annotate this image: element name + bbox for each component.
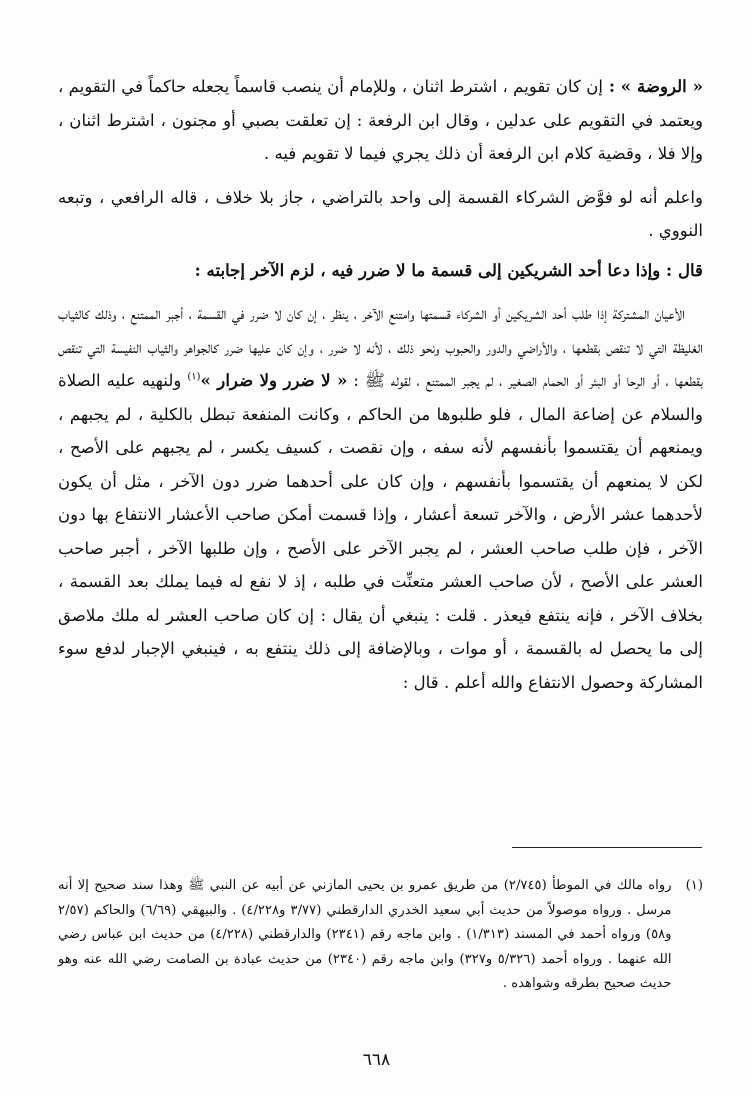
footnote (58, 874, 703, 997)
footnote-divider (512, 847, 702, 848)
footnote-number: (١) (685, 878, 703, 893)
matn-prefix: قال : (660, 259, 703, 280)
paragraph-rawda (58, 70, 703, 171)
paragraph-commentary (58, 297, 703, 699)
footnote-marker[interactable]: (١) (187, 371, 201, 383)
commentary-part-1: الأعيان المشتركة إذا طلب أحد الشريكين أو الشركاء قسمتها وامتنع الآخر ، ينظر ، إن كان لا ضرر في القسمة ، أجبر الممتنع ، وذلك كالثياب الغليظة التي لا تنقص بقطعها ، والأراضي والدور والحبوب ونحو ذلك ، لأنه لا ضرر ، وإن كان عليها ضرر كالجواهر والثياب النفيسة التي تنقص بقطعها ، أو الرحا أو البئر أو الحمام الصغير ، لم يجبر الممتنع ، لقوله ﷺ : (58, 304, 703, 390)
matn-text: وإذا دعا أحد الشريكين إلى قسمة ما لا ضرر فيه ، لزم الآخر إجابته : (194, 259, 661, 280)
main-text (58, 70, 703, 699)
commentary-part-2: ولنهيه عليه الصلاة والسلام عن إضاعة المال ، فلو طلبوها من الحاكم ، وكانت المنفعة تبطل بالكلية ، لم يجبهم ، ويمنعهم أن يقتسموا بأنفسهم لأنه سفه ، وإن نقصت ، كسيف يكسر ، لم يجبهم على الأصح ، لكن لا يمنعهم أن يقتسموا بأنفسهم ، وإن كان على أحدهما ضرر دون الآخر ، مثل أن يكون لأحدهما عشر الأرض ، والآخر تسعة أعشار ، وإذا قسمت أمكن صاحب الأعشار الانتفاع بها دون الآخر ، فإن طلب صاحب العشر ، لم يجبر الآخر على الأصح ، وإن طلبها الآخر ، أجبر صاحب العشر على الأصح ، لأن صاحب العشر متعنِّت في طلبه ، إذ لا نفع له فيما يملك بعد القسمة ، بخلاف الآخر ، فإنه ينتفع فيعذر . قلت : ينبغي أن يقال : إن كان صاحب العشر له ملك ملاصق إلى ما يحصل له بالقسمة ، أو موات ، وبالإضافة إلى ذلك ينتفع به ، فينبغي الإجبار لدفع سوء المشاركة وحصول الانتفاع والله أعلم . قال : (58, 371, 703, 692)
rawda-reference: « الروضة » : (603, 76, 703, 96)
matn-statement (58, 254, 703, 288)
paragraph-rawda-text: إن كان تقويم ، اشترط اثنان ، وللإمام أن ينصب قاسماً يجعله حاكماً في التقويم ، ويعتمد في التقويم على عدلين ، وقال ابن الرفعة : إن تعلقت بصبي أو مجنون ، اشترط اثنان ، وإلا فلا ، وقضية كلام ابن الرفعة أن ذلك يجري فيما لا تقويم فيه . (58, 77, 703, 163)
hadith-quote: « لا ضرر ولا ضرار » (200, 370, 348, 390)
page-number: ٦٦٨ (362, 1050, 391, 1070)
footnote-text: رواه مالك في الموطأ (٢/٧٤٥) من طريق عمرو بن يحيى المازني عن أبيه عن النبي ﷺ وهذا سند صحيح إلا أنه مرسل . ورواه موصولاً من حديث أبي سعيد الخدري الدارقطني (٣/٧٧ و٤/٢٢٨) . والبيهقي (٦/٦٩) والحاكم (٢/٥٧ و٥٨) ورواه أحمد في المسند (١/٣١٣) . وابن ماجه رقم (٢٣٤١) والدارقطني (٤/٢٢٨) من حديث ابن عباس رضي الله عنهما . ورواه أحمد (٥/٣٢٦ و٣٢٧) وابن ماجه رقم (٢٣٤٠) من حديث عبادة بن الصامت رضي الله عنه وهو حديث صحيح بطرقه وشواهده . (58, 878, 672, 991)
paragraph-delegation: واعلم أنه لو فوَّض الشركاء القسمة إلى واحد بالتراضي ، جاز بلا خلاف ، قاله الرافعي ، وتبعه النووي . (58, 187, 703, 240)
